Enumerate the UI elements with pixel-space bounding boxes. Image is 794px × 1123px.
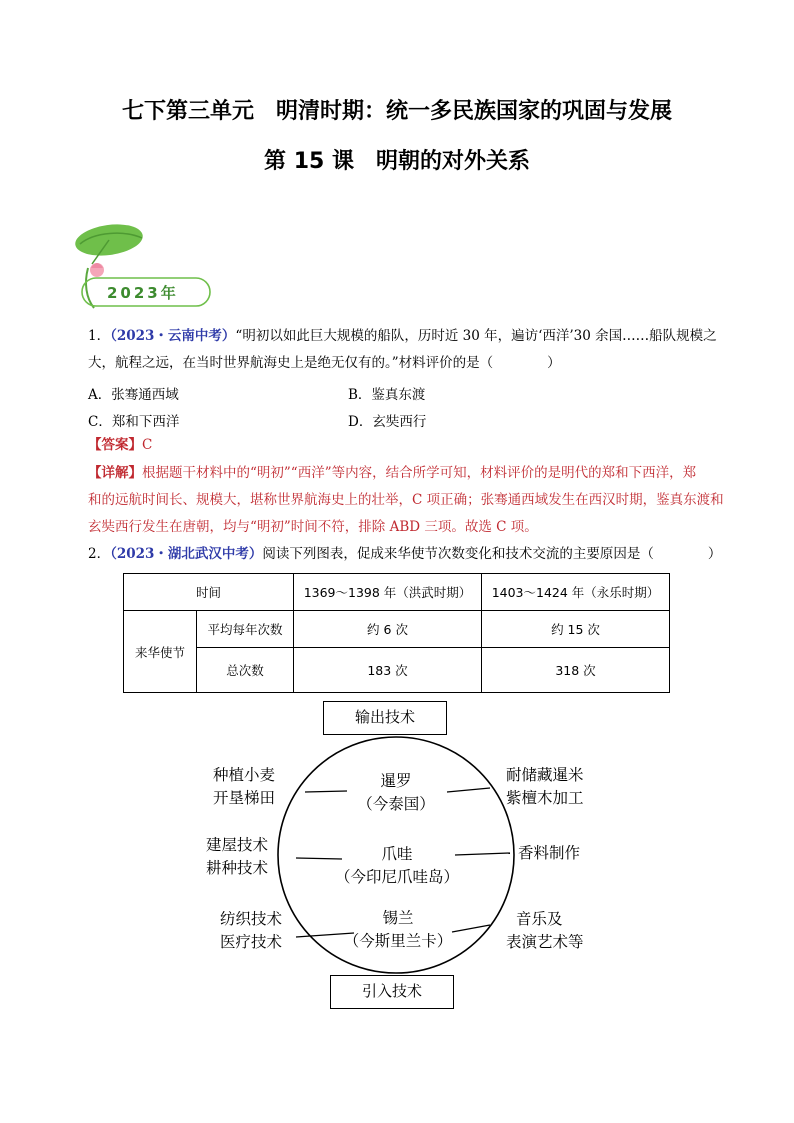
table-cell: 约 6 次 [294, 611, 482, 648]
year-label: 2023年 [107, 284, 179, 302]
import-tech-box: 引入技术 [330, 975, 454, 1009]
detail-tag: 【详解】 [88, 465, 142, 481]
option-b: B．鉴真东渡 [348, 387, 426, 403]
table-cell: 183 次 [294, 648, 482, 693]
question-source: （2023・湖北武汉中考） [110, 546, 263, 562]
stem-line: 大，航程之远，在当时世界航海史上是绝无仅有的。”材料评价的是（ ） [88, 355, 561, 371]
siam-label: 暹罗 （今泰国） [357, 772, 435, 813]
table-header-yongle: 1403～1424 年（永乐时期） [482, 574, 670, 611]
detail-line: 和的远航时间长、规模大，堪称世界航海史上的壮举，C 项正确；张骞通西域发生在西汉时期，鉴真东渡和 [88, 492, 724, 508]
right-tech-2: 香料制作 [518, 844, 581, 862]
stem-line: 阅读下列图表，促成来华使节次数变化和技术交流的主要原因是（ ） [262, 546, 722, 562]
table-header-hongwu: 1369～1398 年（洪武时期） [294, 574, 482, 611]
answer-value: C [142, 437, 153, 453]
detail-line: 玄奘西行发生在唐朝，均与“明初”时间不符，排除 ABD 三项。故选 C 项。 [88, 519, 538, 535]
page-title: 七下第三单元 明清时期：统一多民族国家的巩固与发展 [121, 99, 672, 124]
option-a: A．张骞通西域 [88, 387, 179, 403]
answer-tag: 【答案】 [88, 437, 142, 453]
table-row-label: 总次数 [197, 648, 294, 693]
table-header-time: 时间 [124, 574, 294, 611]
left-tech-1: 种植小麦 开垦梯田 [213, 766, 276, 807]
right-tech-3: 音乐及 表演艺术等 [506, 910, 584, 951]
option-d: D．玄奘西行 [348, 414, 427, 430]
question-number: 2． [88, 546, 111, 562]
table-row-label: 平均每年次数 [197, 611, 294, 648]
left-tech-2: 建屋技术 耕种技术 [206, 836, 269, 877]
table-cell: 318 次 [482, 648, 670, 693]
option-c: C．郑和下西洋 [88, 414, 180, 430]
ceylon-label: 锡兰 （今斯里兰卡） [343, 909, 453, 950]
left-tech-3: 纺织技术 医疗技术 [220, 910, 283, 951]
question-number: 1． [88, 328, 111, 344]
table-cell: 约 15 次 [482, 611, 670, 648]
lesson-title: 第 15 课 明朝的对外关系 [264, 149, 530, 174]
question-source: （2023・云南中考） [110, 328, 236, 344]
java-label: 爪哇 （今印尼爪哇岛） [334, 845, 459, 886]
table-row-group: 来华使节 [124, 611, 197, 693]
right-tech-1: 耐储藏暹米 紫檀木加工 [506, 766, 584, 807]
export-tech-box: 输出技术 [323, 701, 447, 735]
detail-line: 根据题干材料中的“明初”“西洋”等内容，结合所学可知，材料评价的是明代的郑和下西洋，郑 [142, 465, 697, 481]
stem-line: “明初以如此巨大规模的船队，历时近 30 年，遍访‘西洋’30 余国……船队规模之 [235, 328, 717, 344]
